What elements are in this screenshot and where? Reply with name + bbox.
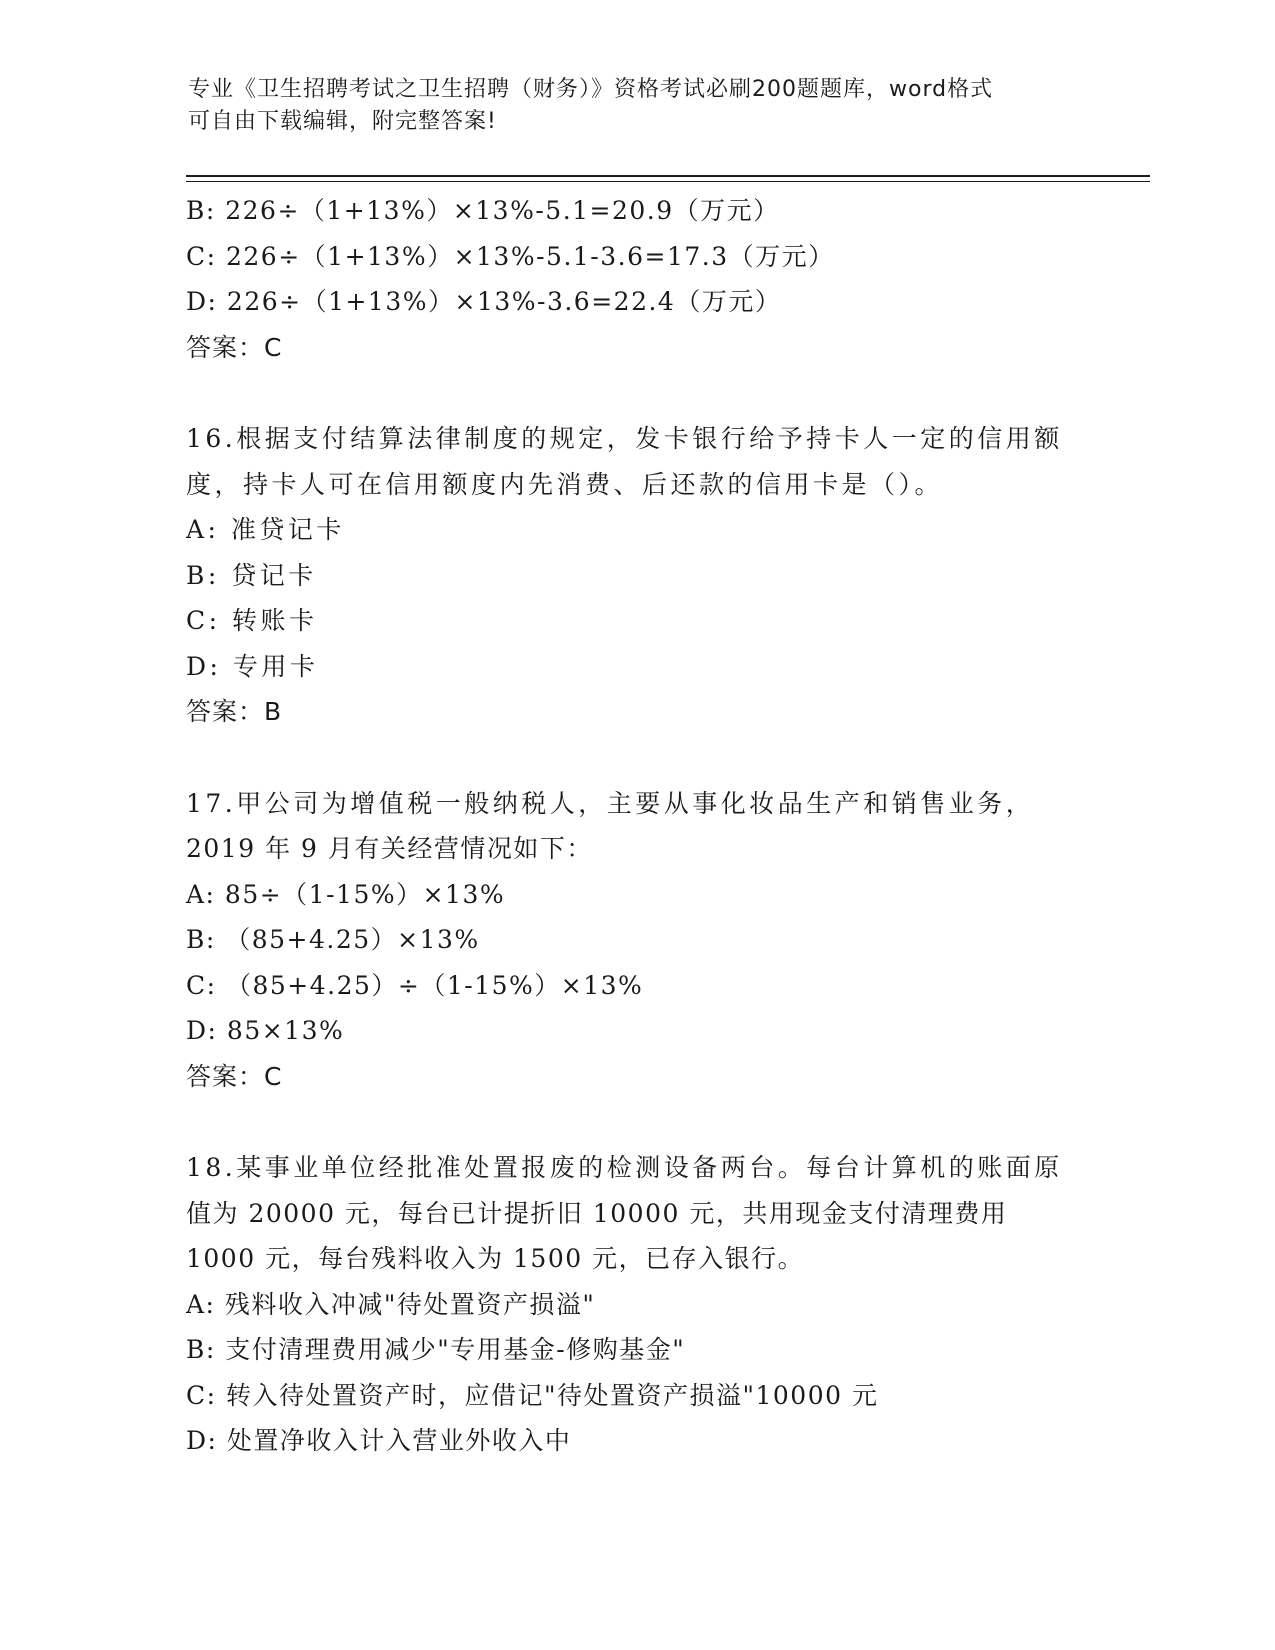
question-stem-line: 16.根据支付结算法律制度的规定，发卡银行给予持卡人一定的信用额 [186, 424, 1063, 453]
option-a: A: 85÷（1-15%）×13% [186, 879, 506, 909]
question-stem-line: 度，持卡人可在信用额度内先消费、后还款的信用卡是（）。 [186, 469, 944, 499]
option-c: C: 转账卡 [186, 606, 318, 635]
question-18 [186, 1145, 1086, 1464]
question-16 [186, 416, 1086, 735]
question-stem-line: 值为 20000 元，每台已计提折旧 10000 元，共用现金支付清理费用 [186, 1198, 1008, 1228]
page-header [188, 74, 1068, 138]
option-c: C: （85+4.25）÷（1-15%）×13% [186, 970, 644, 1000]
option-b: B: 贷记卡 [186, 560, 317, 590]
question-stem-line: 17.甲公司为增值税一般纳税人，主要从事化妆品生产和销售业务， [186, 788, 1035, 818]
option-c: C: 转入待处置资产时，应借记"待处置资产损溢"10000 元 [186, 1380, 879, 1410]
option-d: D: 处置净收入计入营业外收入中 [186, 1426, 572, 1455]
option-d: D: 专用卡 [186, 651, 319, 681]
question-stem-line: 1000 元，每台残料收入为 1500 元，已存入银行。 [186, 1244, 805, 1273]
option-a: A: 残料收入冲减"待处置资产损溢" [186, 1289, 596, 1319]
option-d: D: 85×13% [186, 1016, 345, 1045]
header-divider-thick [186, 175, 1150, 177]
spacer [186, 1099, 1086, 1145]
spacer [186, 735, 1086, 781]
option-a: A: 准贷记卡 [186, 515, 345, 544]
question-stem-line: 2019 年 9 月有关经营情况如下： [186, 834, 593, 863]
option-c: C: 226÷（1+13%）×13%-5.1-3.6=17.3（万元） [186, 241, 835, 271]
header-divider-thin [186, 181, 1150, 182]
option-b: B: 支付清理费用减少"专用基金-修购基金" [186, 1335, 686, 1364]
header-title-line-2: 可自由下载编辑，附完整答案! [188, 109, 497, 134]
answer: 答案：C [186, 332, 283, 362]
question-list [186, 188, 1086, 1464]
option-b: B: （85+4.25）×13% [186, 925, 480, 954]
answer: 答案：C [186, 1061, 283, 1091]
header-title-line-1: 专业《卫生招聘考试之卫生招聘（财务）》资格考试必刷200题题库，word格式 [188, 77, 994, 102]
answer: 答案：B [186, 697, 283, 726]
question-17 [186, 781, 1086, 1100]
question-15 [186, 188, 1086, 370]
spacer [186, 370, 1086, 416]
option-d: D: 226÷（1+13%）×13%-3.6=22.4（万元） [186, 287, 782, 316]
question-stem-line: 18.某事业单位经批准处置报废的检测设备两台。每台计算机的账面原 [186, 1153, 1063, 1182]
option-b: B: 226÷（1+13%）×13%-5.1=20.9（万元） [186, 196, 780, 225]
